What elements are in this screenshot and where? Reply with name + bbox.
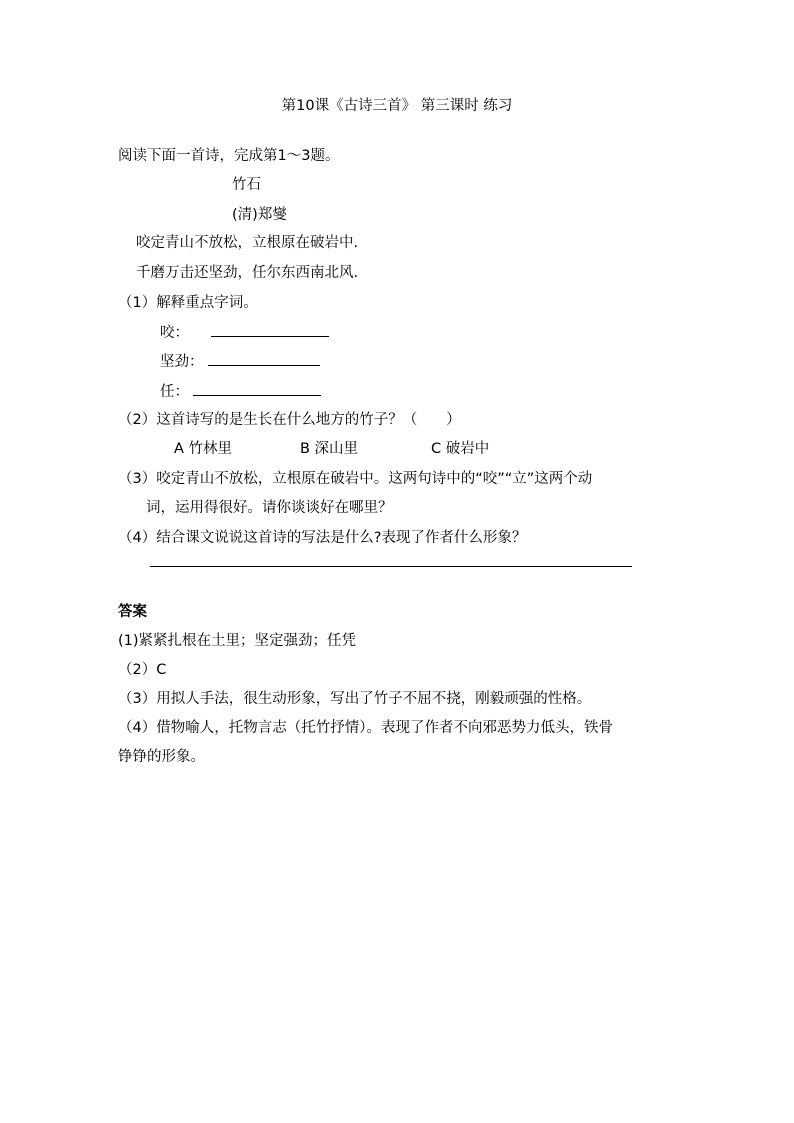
q1-word-label: 咬： bbox=[160, 325, 189, 341]
q2-option-b: B 深山里 bbox=[300, 441, 359, 457]
question-4: （4）结合课文说说这首诗的写法是什么?表现了作者什么形象？ bbox=[118, 530, 527, 546]
poem-title: 竹石 bbox=[232, 177, 261, 193]
page-title: 第10课《古诗三首》 第三课时 练习 bbox=[281, 98, 513, 114]
q2-option-a: A 竹林里 bbox=[174, 441, 233, 457]
q1-word-row bbox=[160, 351, 320, 372]
answers-heading: 答案 bbox=[118, 604, 147, 620]
question-1: （1）解释重点字词。 bbox=[118, 295, 258, 311]
question-2: （2）这首诗写的是生长在什么地方的竹子？（ ） bbox=[118, 412, 461, 428]
poem-author: (清)郑燮 bbox=[232, 207, 287, 223]
answer-blank[interactable] bbox=[208, 351, 320, 366]
poem-line-2: 千磨万击还坚劲，任尔东西南北风. bbox=[136, 265, 359, 281]
poem-line-1: 咬定青山不放松，立根原在破岩中. bbox=[136, 235, 359, 251]
answer-blank[interactable] bbox=[193, 381, 321, 396]
q1-word-row bbox=[160, 322, 329, 343]
question-3-line-1: （3）咬定青山不放松，立根原在破岩中。这两句诗中的“咬”“立”这两个动 bbox=[118, 471, 593, 487]
q2-option-c: C 破岩中 bbox=[431, 441, 490, 457]
instructions: 阅读下面一首诗，完成第1～3题。 bbox=[118, 148, 340, 164]
question-3-line-2: 词，运用得很好。请你谈谈好在哪里？ bbox=[146, 500, 393, 516]
answer-line[interactable] bbox=[150, 566, 632, 567]
answer-3: （3）用拟人手法，很生动形象，写出了竹子不屈不挠，刚毅顽强的性格。 bbox=[118, 691, 592, 707]
q1-word-label: 坚劲： bbox=[160, 354, 204, 370]
answer-1: (1)紧紧扎根在土里；坚定强劲；任凭 bbox=[118, 633, 357, 649]
q1-word-row bbox=[160, 381, 321, 402]
answer-blank[interactable] bbox=[211, 322, 329, 337]
answer-2: （2）C bbox=[118, 662, 167, 678]
answer-4-line-1: （4）借物喻人，托物言志（托竹抒情）。表现了作者不向邪恶势力低头，铁骨 bbox=[118, 720, 613, 736]
q1-word-label: 任： bbox=[160, 384, 189, 400]
answer-4-line-2: 铮铮的形象。 bbox=[118, 749, 205, 765]
